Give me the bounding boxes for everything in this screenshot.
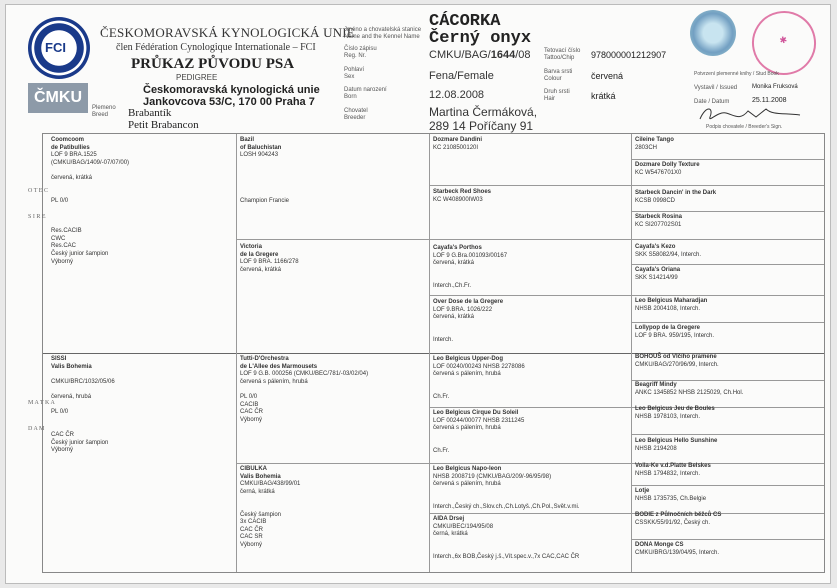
third-generation-entry-5: Cayafa's Kezo SKK S58082/94, Interch. — [635, 244, 702, 258]
breed-name-cz: Brabantík — [128, 107, 172, 119]
third-generation-entry-4: Starbeck Rosina KC SI207702S01 — [635, 214, 683, 228]
document-subtitle: PEDIGREE — [176, 73, 218, 82]
sex-value: Fena/Female — [429, 70, 494, 82]
breeder-label: Chovatel Breeder — [344, 108, 368, 121]
hologram-seal — [690, 10, 736, 56]
name-label: Jméno a chovatelská stanice Name and the Kennel Name — [344, 27, 422, 40]
entry-name: Leo Belgicus Hello Sunshine — [635, 438, 718, 444]
third-generation-entry-12: Leo Belgicus Hello Sunshine NHSB 2194208 — [635, 438, 718, 452]
hair-value: krátká — [591, 91, 616, 101]
entry-name: Over Dose de la Gregere — [433, 299, 504, 305]
document-title: PRŮKAZ PŮVODU PSA — [131, 56, 295, 72]
entry-name: Leo Belgicus Maharadjan — [635, 298, 708, 304]
union-title: ČESKOMORAVSKÁ KYNOLOGICKÁ UNIE — [100, 25, 355, 40]
paternal-granddam-entry: Victoria de la Gregere LOF 9 BRA. 1166/278 červená, krátká — [240, 244, 299, 273]
entry-name: Lotje — [635, 488, 650, 494]
chip-value: 978000001212907 — [591, 50, 667, 60]
entry-name: Tutti-D'Orchestra de L'Allee des Marmousets — [240, 356, 318, 370]
chip-label: Tetovací číslo Tattoo/Chip — [544, 48, 581, 61]
entry-name: Bazil of Baluchistan — [240, 137, 282, 151]
entry-name: Leo Belgicus Upper-Dog — [433, 356, 504, 362]
hair-label: Druh srsti Hair — [544, 89, 570, 102]
third-generation-entry-16: DONA Monge CS CMKU/BRG/139/04/95, Interch. — [635, 542, 720, 556]
great-grandparent-2: Starbeck Red Shoes KC W408900IW03 — [433, 189, 492, 203]
sire-entry: Coomcoom de Patibullies LOF 9 BRA.1525 (CMKU/BAG/1409/-07/07/00) červená, krátká PL 0/0 Res.CACIB CWC Res.CAC Český junior šampion Výborný — [51, 137, 130, 265]
entry-name: Voila-Ke v.d.Platte Belskes — [635, 463, 711, 469]
breed-label: Plemeno Breed — [92, 105, 116, 118]
great-grandparent-3: Cayafa's Porthos LOF 9 G.Bra.001093/00167 červená, krátká Interch.,Ch.Fr. — [433, 245, 508, 289]
third-generation-entry-3: Starbeck Dancin' in the Dark KCSB 0998CD — [635, 190, 717, 204]
dam-side-label: M A T K A D A M — [28, 400, 55, 432]
colour-label: Barva srsti Colour — [544, 69, 573, 82]
third-generation-entry-13: Voila-Ke v.d.Platte Belskes NHSB 1794832, Interch. — [635, 463, 711, 477]
maternal-grandsire-entry: Tutti-D'Orchestra de L'Allee des Marmousets LOF 9 G.B. 000256 (CMKU/BEC/781/-03/02/04) červená s pálením, hrubá PL 0/0 CACIB CAC ČR Výborný — [240, 356, 369, 423]
entry-name: Leo Belgicus Cirque Du Soleil — [433, 410, 519, 416]
entry-name: Beagriff Mindy — [635, 382, 677, 388]
issue-date: 25.11.2008 — [752, 97, 787, 104]
address-line-1: Českomoravská kynologická unie — [143, 84, 320, 96]
sire-side-label: O T E C S I R E — [28, 188, 48, 220]
issued-label: Vystavil / Issued — [694, 85, 738, 91]
cmku-logo: ČMKU — [28, 83, 88, 113]
breeder-name: Martina Čermáková, — [429, 105, 538, 119]
great-grandparent-6: Leo Belgicus Cirque Du Soleil LOF 00244/00077 NHSB 2311245 červená s pálením, hrubá Ch.Fr. — [433, 410, 525, 454]
stud-book-label: Potvrzení plemenné knihy / Stud Book — [694, 71, 779, 77]
entry-name: Lollypop de la Gregere — [635, 325, 701, 331]
third-generation-entry-10: Beagriff Mindy ANKC 1345852 NHSB 2125029, Ch.Hol. — [635, 382, 744, 396]
third-generation-entry-6: Cayafa's Oriana SKK S14214/99 — [635, 267, 681, 281]
signature-label: Podpis chovatele / Breeder's Sign. — [706, 124, 783, 130]
dog-name: CÁCORKA — [429, 12, 501, 31]
entry-name: Cayafa's Oriana — [635, 267, 681, 273]
third-generation-entry-15: BODIE z Půlnočních běžců CS CSSKK/55/91/92, Český ch. — [635, 512, 722, 526]
third-generation-entry-9: BOHOUŠ od Vlčího pramene CMKU/BAG/270/96/99, Interch. — [635, 354, 719, 368]
third-generation-entry-7: Leo Belgicus Maharadjan NHSB 2004108, Interch. — [635, 298, 708, 312]
third-generation-entry-11: Leo Belgicus Jeu de Boules NHSB 1978103, Interch. — [635, 406, 715, 420]
entry-name: AIDA Drsej — [433, 516, 465, 522]
third-generation-entry-14: Lotje NHSB 1735735, Ch.Belgie — [635, 488, 707, 502]
great-grandparent-8: AIDA Drsej CMKU/BEC/194/95/08 černá, krátká Interch.,6x BOB,Český j.š.,Vít.spec.v.,7x CAC,CAC ČR — [433, 516, 580, 560]
colour-value: červená — [591, 71, 624, 81]
entry-name: Cayafa's Porthos — [433, 245, 482, 251]
entry-name: CIBULKA Valis Bohemia — [240, 466, 281, 480]
dam-entry: SISSI Valis Bohemia CMKU/BRC/1032/05/06 červená, hrubá PL 0/0 CAC ČR Český junior šampion Výborný — [51, 356, 115, 454]
entry-name: Leo Belgicus Jeu de Boules — [635, 406, 715, 412]
great-grandparent-4: Over Dose de la Gregere LOF 9.BRA. 1026/222 červená, krátká Interch. — [433, 299, 504, 343]
third-generation-entry-2: Dozmare Dolly Texture KC W5476701X0 — [635, 162, 700, 176]
fci-member-line: člen Fédération Cynologique Internationale – FCI — [116, 42, 316, 53]
breeder-signature — [696, 103, 806, 125]
entry-name: Cayafa's Kezo — [635, 244, 676, 250]
address-line-2: Jankovcova 53/C, 170 00 Praha 7 — [143, 96, 315, 108]
entry-name: Cileine Tango — [635, 137, 674, 143]
reg-label: Číslo zápisu Reg. Nr. — [344, 46, 377, 59]
stud-book-stamp: ✱ — [746, 5, 822, 81]
issued-by: Monika Fruksová — [752, 84, 798, 90]
paternal-grandsire-entry: Bazil of Baluchistan LOSH 904243 Champion Francie — [240, 137, 290, 204]
born-label: Datum narození Born — [344, 87, 387, 100]
born-value: 12.08.2008 — [429, 89, 485, 101]
entry-name: Coomcoom de Patibullies — [51, 137, 90, 151]
kennel-name: Černý onyx — [429, 29, 532, 48]
pedigree-document — [5, 4, 831, 584]
sex-label: Pohlaví Sex — [344, 67, 365, 80]
entry-name: Starbeck Dancin' in the Dark — [635, 190, 717, 196]
entry-name: Victoria de la Gregere — [240, 244, 279, 258]
breed-name-en: Petit Brabancon — [128, 119, 199, 131]
fci-logo: FCI — [28, 17, 90, 79]
maternal-granddam-entry: CIBULKA Valis Bohemia CMKU/BAG/438/99/01 černá, krátká Český šampion 3x CACIB CAC ČR CAC SR Výborný — [240, 466, 301, 548]
third-generation-entry-8: Lollypop de la Gregere LOF 9 BRA. 959/195, Interch. — [635, 325, 715, 339]
entry-name: SISSI Valis Bohemia — [51, 356, 92, 370]
entry-name: Dozmare Dandini — [433, 137, 483, 143]
great-grandparent-7: Leo Belgicus Napo-leon NHSB 2008719 (CMKU/BAG/209/-96/95/98) červená s pálením, hrubá Interch.,Český ch.,Slov.ch.,Ch.Lotyš.,Ch.Pol.,Svět.v.mi. — [433, 466, 580, 510]
entry-name: Starbeck Rosina — [635, 214, 683, 220]
entry-name: Starbeck Red Shoes — [433, 189, 492, 195]
third-generation-entry-1: Cileine Tango 2803CH — [635, 137, 674, 151]
breeder-address: 289 14 Poříčany 91 — [429, 119, 534, 133]
registration-number: CMKU/BAG/1644/08 — [429, 49, 531, 61]
entry-name: BODIE z Půlnočních běžců CS — [635, 512, 722, 518]
entry-name: Leo Belgicus Napo-leon — [433, 466, 502, 472]
entry-name: DONA Monge CS — [635, 542, 684, 548]
entry-name: Dozmare Dolly Texture — [635, 162, 700, 168]
great-grandparent-1: Dozmare Dandini KC 2108500120I — [433, 137, 483, 151]
date-label: Date / Datum — [694, 99, 730, 105]
pedigree-grid — [42, 133, 825, 573]
entry-name: BOHOUŠ od Vlčího pramene — [635, 354, 717, 360]
great-grandparent-5: Leo Belgicus Upper-Dog LOF 00240/00243 NHSB 2278086 červená s pálením, hrubá Ch.Fr. — [433, 356, 525, 400]
